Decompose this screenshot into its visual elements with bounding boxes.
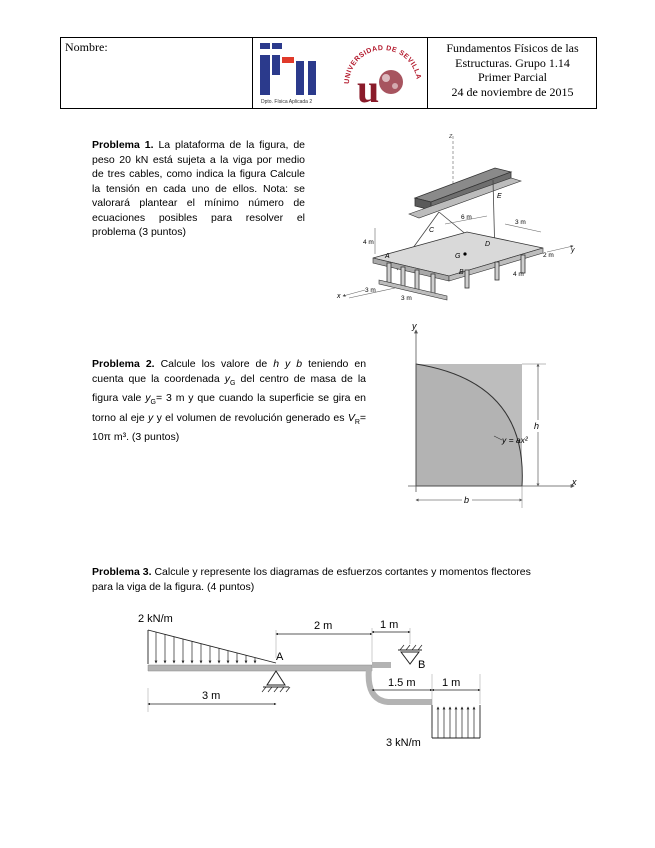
- fig3-load-3kN: 3 kN/m: [386, 737, 421, 749]
- problem-2-figure: [398, 322, 586, 510]
- name-label: Nombre:: [65, 40, 108, 54]
- var-VR-sub: R: [354, 418, 360, 426]
- fig1-label-G: G: [455, 253, 461, 260]
- fig3-dim-2m: 2 m: [314, 620, 333, 632]
- fig3-dim-1m-bottom: 1 m: [442, 677, 461, 689]
- fig1-label-A: A: [385, 253, 390, 260]
- fig3-label-B: B: [418, 659, 426, 671]
- fig2-x-axis: x: [572, 477, 577, 487]
- course-line-2: Estructuras. Grupo 1.14: [455, 55, 570, 70]
- fig2-y-axis: y: [412, 322, 417, 331]
- problem-2-label: Problema 2.: [92, 358, 155, 370]
- svg-text:u: u: [357, 66, 380, 108]
- problem-2-part-e: y el volumen de revolución generado es: [156, 411, 345, 424]
- problem-2-part-d: = 3 m y que cuando la superficie se gira en torno al eje: [92, 392, 366, 424]
- fig1-x-label: x: [337, 293, 341, 300]
- seal-text: UNIVERSIDAD DE SEVILLA: [343, 44, 422, 85]
- fig1-label-E: E: [497, 193, 502, 200]
- var-yG: y: [224, 372, 231, 385]
- fig1-z-label: z: [449, 133, 453, 140]
- problem-1-text: [92, 138, 305, 240]
- fig3-dim-1-5m: 1.5 m: [388, 677, 416, 689]
- fig2-b-label: b: [464, 495, 470, 505]
- fig3-dim-3m: 3 m: [202, 690, 221, 702]
- problem-3-text: [92, 565, 542, 594]
- fig1-dim-3m-a: 3 m: [365, 287, 376, 294]
- fig1-label-D: D: [485, 241, 491, 248]
- problem-3-statement: Calcule y represente los diagramas de esfuerzos cortantes y momentos flectores para la viga de la figura. (4 puntos): [92, 566, 531, 593]
- fig1-y-label: y: [571, 247, 575, 254]
- header-table: [60, 37, 597, 109]
- problem-2-part-f: = 10π m³. (3 puntos): [92, 411, 367, 444]
- fig1-dim-6m: 6 m: [461, 214, 472, 221]
- problem-2-part-b: teniendo en cuenta que la coordenada: [92, 358, 367, 385]
- var-VR: V: [347, 411, 355, 424]
- problem-3-figure: [136, 608, 496, 752]
- exam-date: 24 de noviembre de 2015: [451, 84, 574, 99]
- fig1-label-C: C: [429, 227, 435, 234]
- problem-1-label: Problema 1.: [92, 139, 154, 151]
- course-line-1: Fundamentos Físicos de las: [446, 41, 579, 55]
- problem-3-label: Problema 3.: [92, 566, 152, 578]
- fig1-dim-3m-top: 3 m: [515, 219, 526, 226]
- fig1-dim-4m: 4 m: [363, 239, 374, 246]
- fig3-load-2kN: 2 kN/m: [138, 613, 173, 625]
- var-b: b: [296, 358, 303, 370]
- var-yG-sub: G: [230, 379, 236, 387]
- var-h: h: [273, 358, 280, 370]
- var-y: y: [285, 358, 291, 370]
- problem-2-part-c: del centro de masa de la figura vale: [92, 372, 367, 405]
- fig1-dim-2m: 2 m: [543, 252, 554, 259]
- course-cell: [427, 38, 597, 108]
- fig1-label-B: B: [459, 269, 464, 276]
- fig1-dim-4m-right: 4 m: [513, 271, 524, 278]
- fig2-curve-label: y = ax²: [502, 435, 528, 445]
- fig1-dim-3m-b: 3 m: [401, 295, 412, 302]
- problem-2-part-a: Calcule los valore de: [160, 358, 268, 370]
- fig3-label-A: A: [276, 651, 284, 663]
- department-caption: Dpto. Física Aplicada 2: [261, 99, 313, 105]
- university-seal: [341, 40, 423, 108]
- problem-2-text: Problema 2. Calcule los valore de h y b teniendo en cuenta que la coordenada $y_G$ del centro de masa de la figura vale $y_G= 3$ m y que cuando la superficie se gira en torno al eje y y el volumen de revolución generado es $V_R= 10\pi$ m³. (3 puntos): [92, 358, 367, 444]
- problem-1-figure: [335, 128, 585, 306]
- department-logo: [258, 43, 330, 99]
- problem-1-statement: La plataforma de la figura, de peso 20 kN está sujeta a la viga por medio de tres cables, como indica la figura Calcule la tensión en cada uno de ellos. Nota: se valorará plantear el mínimo número de ecuaciones posibles para resolver el problema (3 puntos): [92, 139, 306, 238]
- exam-title: Primer Parcial: [478, 70, 547, 84]
- fig3-dim-1m-top: 1 m: [380, 619, 399, 631]
- fig2-h-label: h: [534, 421, 540, 431]
- name-cell: [61, 38, 253, 108]
